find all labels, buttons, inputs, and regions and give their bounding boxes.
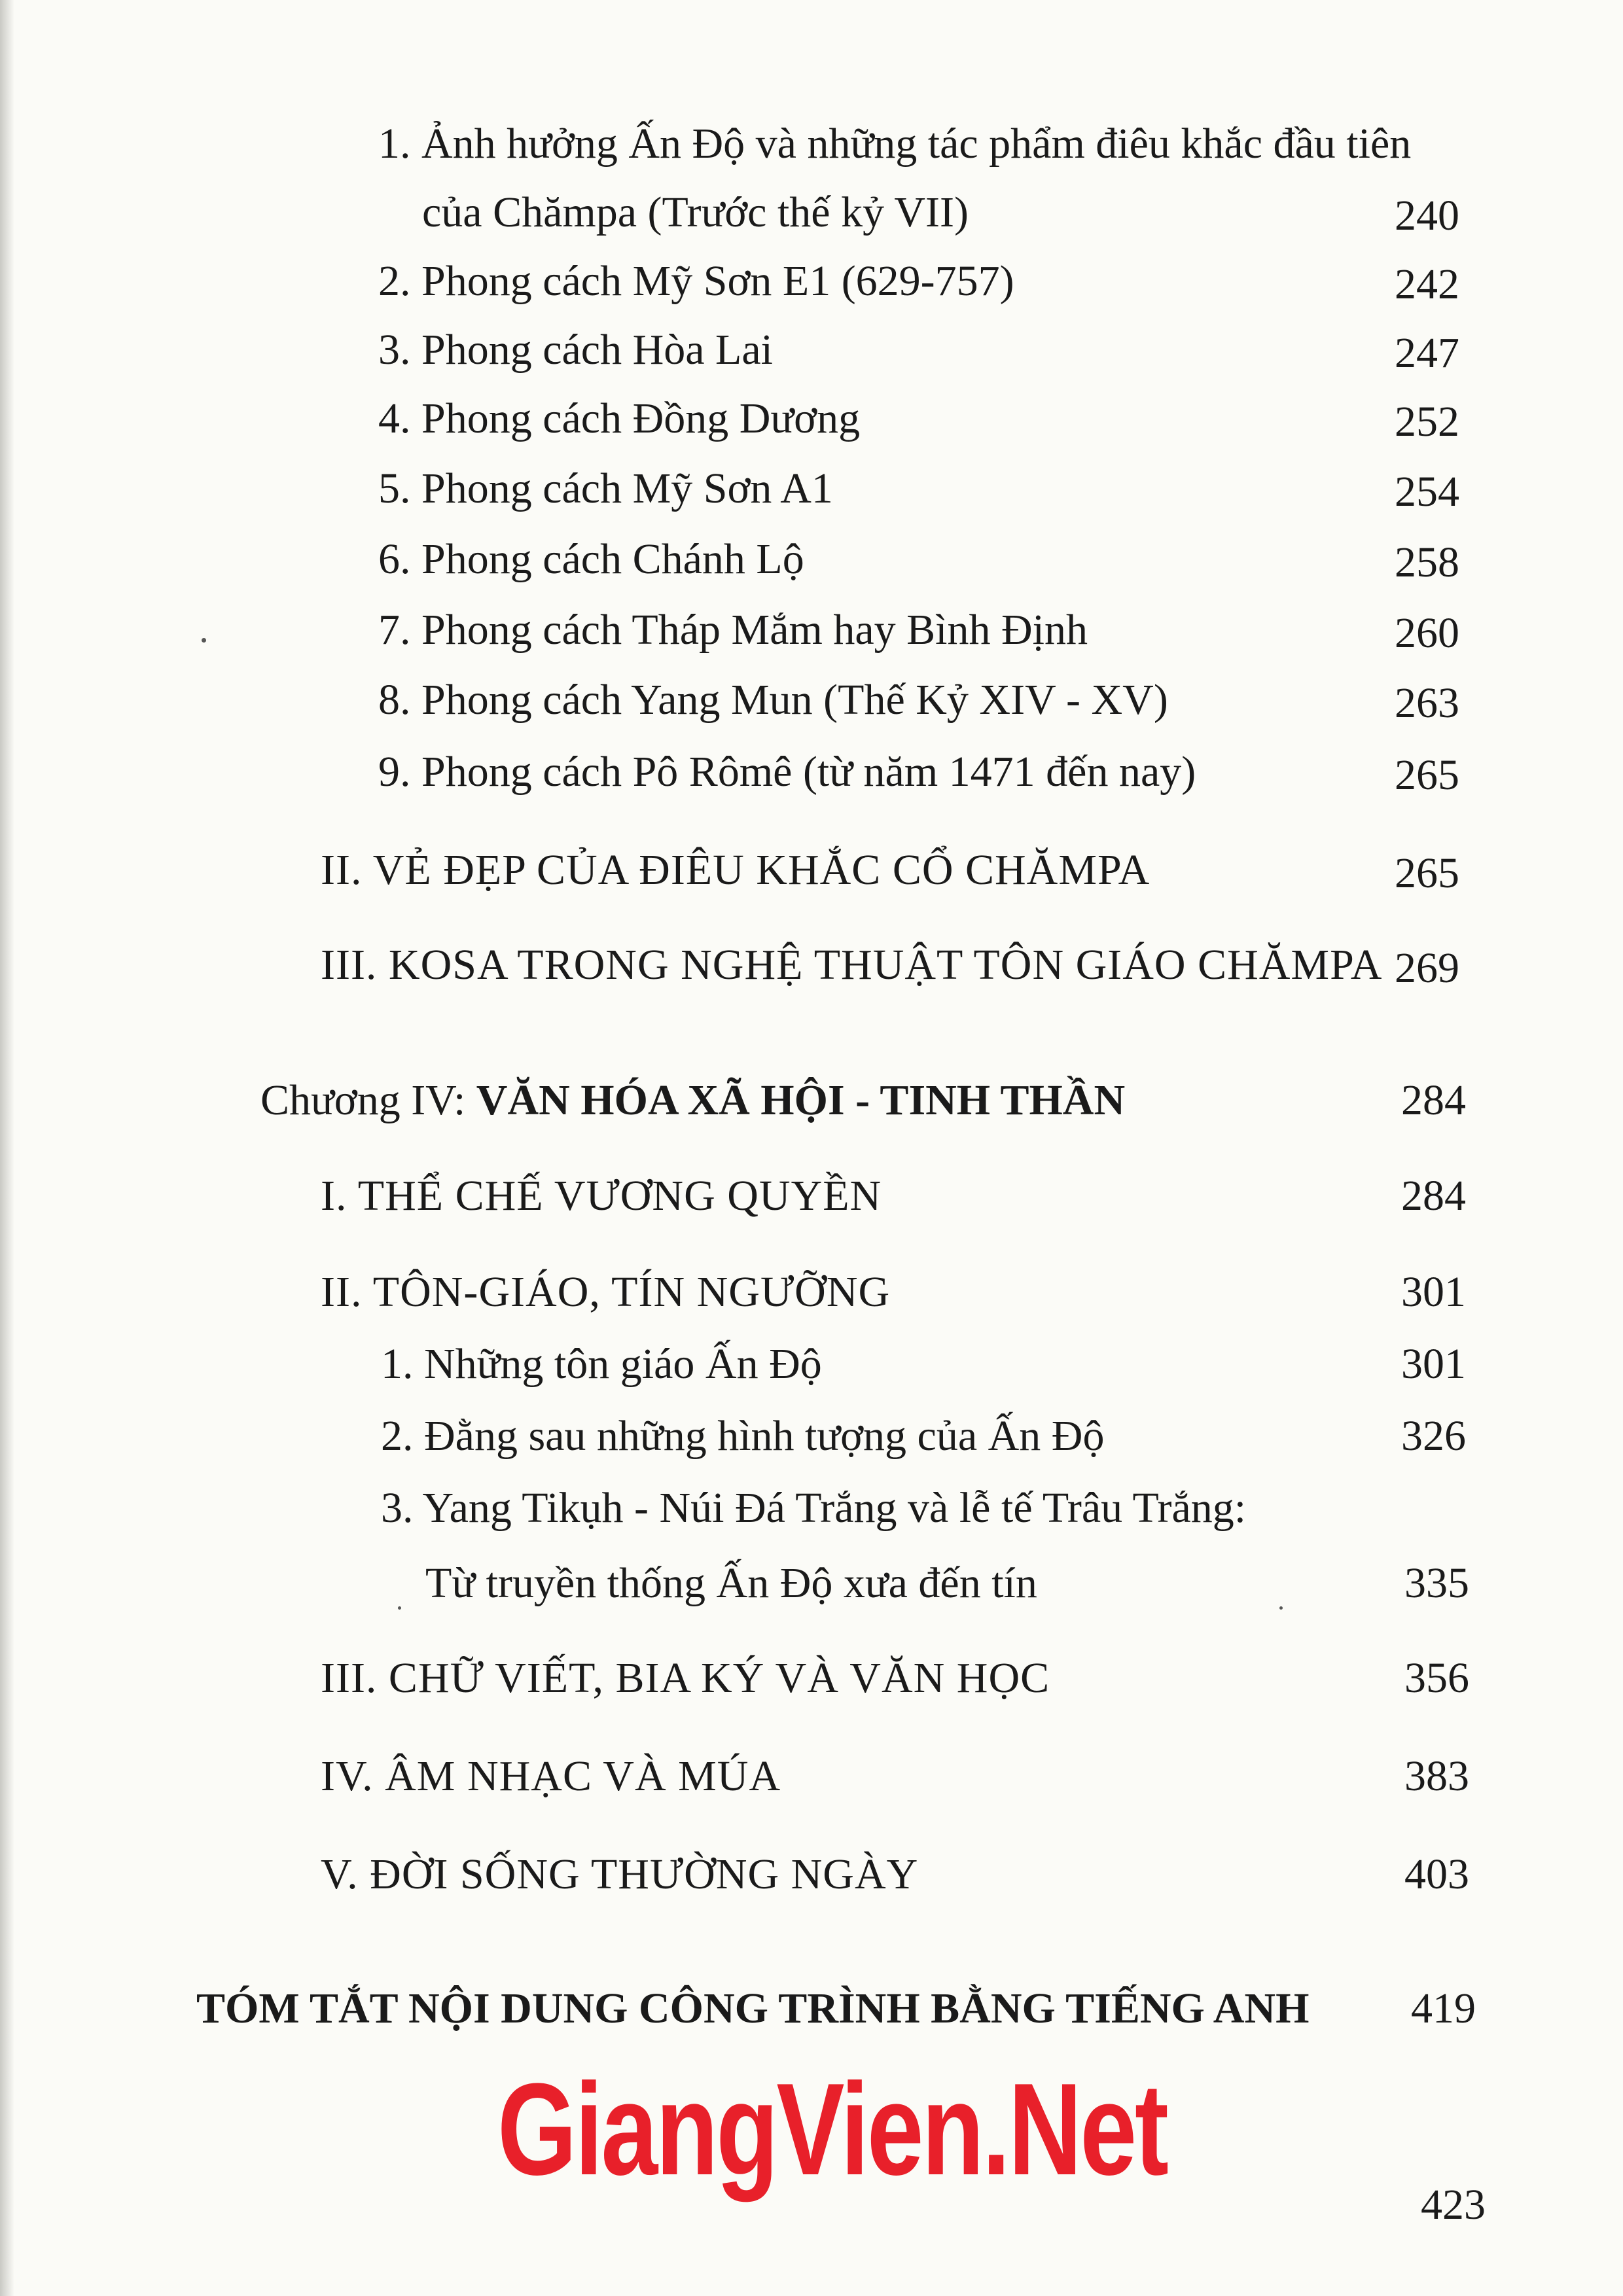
toc-entry-text: 1. Những tôn giáo Ấn Độ — [381, 1340, 822, 1388]
toc-summary-heading: TÓM TẮT NỘI DUNG CÔNG TRÌNH BẰNG TIẾNG ANH — [196, 1985, 1310, 2032]
toc-entry-page: 301 — [1401, 1340, 1466, 1388]
toc-entry-page: 356 — [1404, 1654, 1469, 1702]
chapter-title: VĂN HÓA XÃ HỘI - TINH THẦN — [476, 1076, 1126, 1124]
toc-entry-page: 258 — [1395, 539, 1459, 586]
toc-section-heading: I. THỂ CHẾ VƯƠNG QUYỀN — [321, 1172, 882, 1220]
toc-entry-text: 3. Phong cách Hòa Lai — [378, 326, 773, 374]
toc-entry-page: 260 — [1395, 609, 1459, 657]
toc-entry-page: 265 — [1395, 849, 1459, 897]
toc-entry-page: 252 — [1395, 398, 1459, 446]
toc-entry-text: 5. Phong cách Mỹ Sơn A1 — [378, 465, 833, 512]
toc-section-heading: III. KOSA TRONG NGHỆ THUẬT TÔN GIÁO CHĂMPA — [321, 941, 1383, 989]
toc-entry-text: 6. Phong cách Chánh Lộ — [378, 535, 804, 583]
toc-entry-page: 240 — [1395, 192, 1459, 239]
toc-section-heading: III. CHỮ VIẾT, BIA KÝ VÀ VĂN HỌC — [321, 1654, 1050, 1702]
toc-entry-page: 242 — [1395, 260, 1459, 308]
toc-entry-text: 7. Phong cách Tháp Mắm hay Bình Định — [378, 606, 1088, 654]
toc-entry-page: 284 — [1401, 1172, 1466, 1220]
toc-entry-page: 284 — [1401, 1076, 1466, 1124]
toc-entry-text: 9. Phong cách Pô Rômê (từ năm 1471 đến nay) — [378, 748, 1196, 796]
toc-entry-page: 247 — [1395, 329, 1459, 377]
page-number: 423 — [1421, 2181, 1486, 2229]
toc-chapter-heading — [260, 1074, 1125, 1127]
chapter-label: Chương IV: — [260, 1076, 466, 1124]
scan-speck — [398, 1606, 401, 1610]
toc-entry-text: 1. Ảnh hưởng Ấn Độ và những tác phẩm điêu khắc đầu tiên — [378, 120, 1412, 168]
toc-entry-page: 301 — [1401, 1268, 1466, 1316]
toc-entry-page: 269 — [1395, 944, 1459, 992]
toc-entry-page: 254 — [1395, 468, 1459, 516]
toc-entry-page: 263 — [1395, 679, 1459, 727]
toc-entry-text: Từ truyền thống Ấn Độ xưa đến tín — [425, 1559, 1037, 1607]
toc-section-heading: IV. ÂM NHẠC VÀ MÚA — [321, 1752, 781, 1800]
toc-entry-text: 8. Phong cách Yang Mun (Thế Kỷ XIV - XV) — [378, 676, 1168, 724]
scan-speck — [1279, 1606, 1283, 1610]
toc-entry-page: 403 — [1404, 1850, 1469, 1898]
toc-entry-page: 419 — [1411, 1985, 1476, 2032]
toc-entry-page: 326 — [1401, 1412, 1466, 1460]
toc-entry-page: 335 — [1404, 1559, 1469, 1607]
site-watermark: GiangVien.Net — [497, 2057, 1167, 2202]
toc-section-heading: V. ĐỜI SỐNG THƯỜNG NGÀY — [321, 1850, 919, 1898]
toc-section-heading: II. VẺ ĐẸP CỦA ĐIÊU KHẮC CỔ CHĂMPA — [321, 846, 1150, 894]
toc-entry-text: của Chămpa (Trước thế kỷ VII) — [422, 188, 969, 236]
toc-section-heading: II. TÔN-GIÁO, TÍN NGƯỠNG — [321, 1268, 891, 1316]
toc-entry-text: 2. Phong cách Mỹ Sơn E1 (629-757) — [378, 257, 1014, 305]
toc-entry-page: 383 — [1404, 1752, 1469, 1800]
toc-entry-text: 2. Đằng sau những hình tượng của Ấn Độ — [381, 1412, 1105, 1460]
scan-speck — [202, 638, 206, 643]
toc-entry-text: 3. Yang Tikụh - Núi Đá Trắng và lễ tế Trâu Trắng: — [381, 1484, 1247, 1532]
toc-entry-page: 265 — [1395, 751, 1459, 799]
toc-entry-text: 4. Phong cách Đồng Dương — [378, 395, 861, 442]
scan-edge-shadow — [0, 0, 14, 2296]
